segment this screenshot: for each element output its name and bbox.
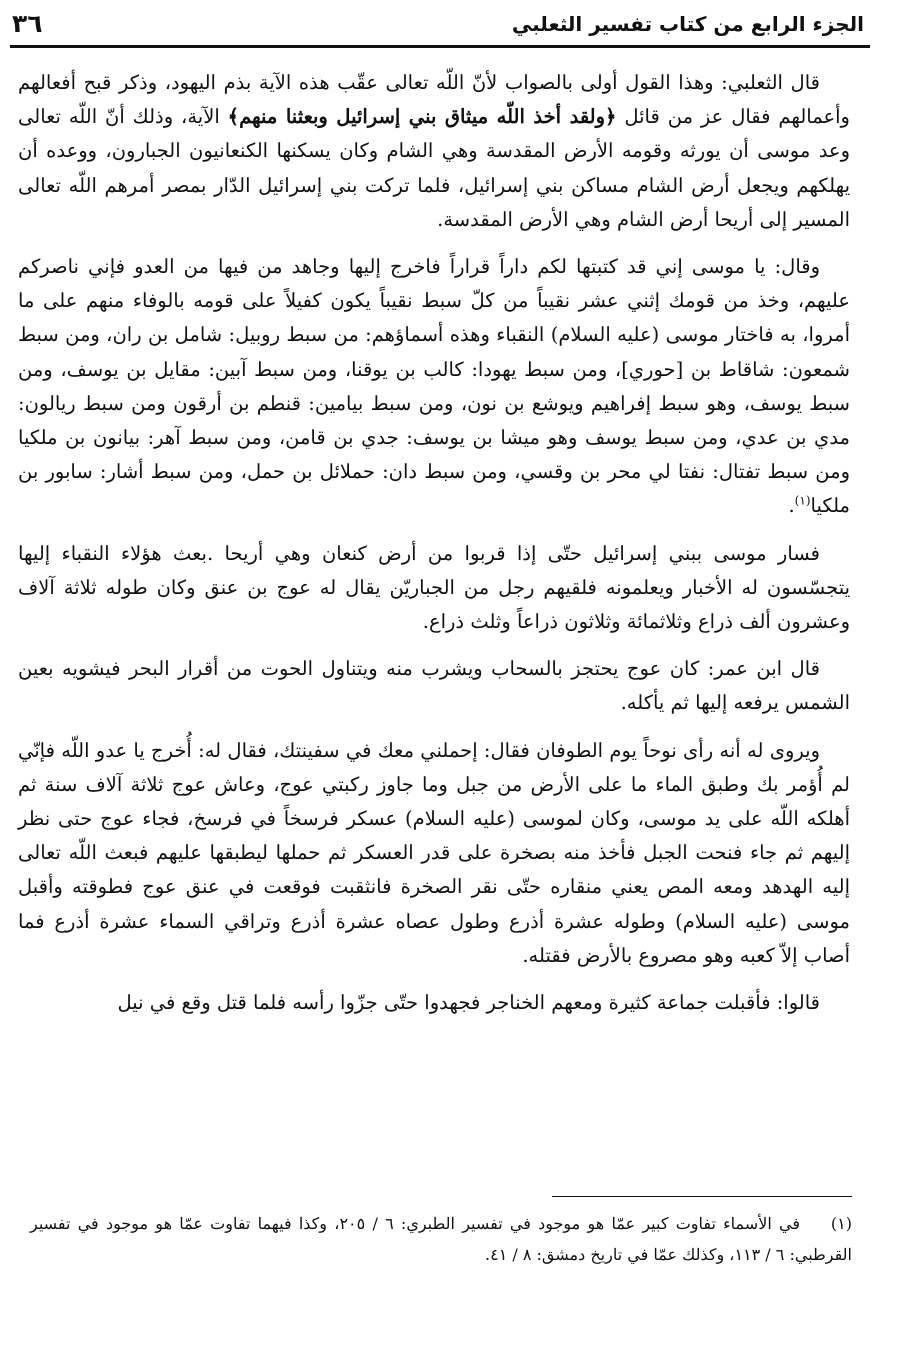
paragraph-2-text: وقال: يا موسى إني قد كتبتها لكم داراً قراراً فاخرج إليها وجاهد من فيها من العدو فإني ناصركم عليهم، وخذ من قومك إثني عشر نقيباً من كلّ سبط نقيباً يكون كفيلاً على قومه بالوفاء منهم على ما أمروا، به فاختار موسى (عليه السلام) النقباء وهذه أسماؤهم: من سبط روبيل: شامل بن ران، ومن سبط شمعون: شاقاط بن [حوري]، ومن سبط يهودا: كالب بن يوقنا، ومن سبط آبين: مقايل بن يوسف، ومن سبط يوسف، وهو سبط إفراهيم ويوشع بن نون، ومن سبط بيامين: قنطم بن أرقون ومن سبط ريالون: مدي بن عدي، ومن سبط يوسف وهو ميشا بن يوسف: جدي بن قامن، ومن سبط آهر: بيانون بن ملكيا ومن سبط تفتال: نفتا لي محر بن وقسي، ومن سبط دان: حملائل بن حمل، ومن سبط أشار: سابور بن ملكيا [18,255,850,518]
paragraph-2 [18,250,850,524]
footnote [30,1208,852,1270]
paragraph-1-text-after-verse: الآية، وذلك أنّ اللّه تعالى وعد موسى أن يورثه وقومه الأرض المقدسة وهي الشام وكان يسكنها الكنعانيون الجبارون، ووعده أن يهلكهم ويجعل أرض الشام مساكن بني إسرائيل، فلما تركت بني إسرائيل الدّار بمصر أمرهم اللّه تعالى المسير إلى أريحا أرض الشام وهي الأرض المقدسة. [18,105,850,231]
paragraph-1-text-before-verse: قال الثعلبي: وهذا القول أولى بالصواب لأنّ اللّه تعالى عقّب هذه الآية بذم اليهود، وذكر قبح أفعالهم وأعمالهم فقال عز من قائل [18,71,850,129]
paragraph-2-end: . [788,494,795,518]
header-rule [10,45,870,48]
footnote-separator [552,1196,852,1197]
paragraph-3: فسار موسى ببني إسرائيل حتّى إذا قربوا من أرض كنعان وهي أريحا .بعث هؤلاء النقباء إليها يتجسّسون له الأخبار ويعلمونه فلقيهم رجل من الجباريّن يقال له عوج بن عنق وكان طوله ثلاثة آلاف وعشرون ألف ذراع وثلاثمائة وثلاثون ذراعاً وثلث ذراع. [18,541,850,634]
footnote-marker: (١) [830,1214,852,1233]
footnote-text: في الأسماء تفاوت كبير عمّا هو موجود في تفسير الطبري: ٦ / ٢٠٥، وكذا فيهما تفاوت عمّا هو موجود في تفسير القرطبي: ٦ / ١١٣، وكذلك عمّا في تاريخ دمشق: ٨ / ٤١. [30,1214,852,1264]
paragraph-1 [18,66,850,237]
running-title: الجزء الرابع من كتاب تفسير الثعلبي [511,12,864,36]
paragraph-4: قال ابن عمر: كان عوج يحتجز بالسحاب ويشرب منه ويتناول الحوت من أقرار البحر فيشويه بعين الشمس يرفعه إليها ثم يأكله. [18,657,850,715]
page-header [12,4,864,40]
body-text [18,66,850,1033]
footnote-reference: (١) [794,493,811,508]
paragraph-6: قالوا: فأقبلت جماعة كثيرة ومعهم الخناجر فجهدوا حتّى جزّوا رأسه فلما قتل وقع في نيل [117,991,820,1015]
page-number: ٣٦ [12,9,43,38]
quran-verse: ﴿ولقد أخذ اللّه ميثاق بني إسرائيل وبعثنا منهم﴾ [227,105,617,129]
paragraph-5: ويروى له أنه رأى نوحاً يوم الطوفان فقال: إحملني معك في سفينتك، فقال له: أُخرج يا عدو اللّه فإنّي لم أُؤمر بك وطبق الماء ما على الأرض من جبل وما جاوز ركبتي عوج، وعاش عوج ثلاثة آلاف سنة ثم أهلكه اللّه على يد موسى، وكان لموسى (عليه السلام) عسكر فرسخاً في فرسخ، فجاء عوج حتى نظر إليهم ثم جاء فنحت الجبل فأخذ منه بصخرة على قدر العسكر ثم حملها ليطبقها عليهم فبعث اللّه تعالى إليه الهدهد ومعه المص يعني منقاره حتّى نقر الصخرة فانثقبت فوقعت في عنق عوج فطوقته وأقبل موسى (عليه السلام) وطوله عشرة أذرع وطول عصاه عشرة أذرع وتراقي السماء عشرة أذرع فما أصاب إلاّ كعبه وهو مصروع بالأرض فقتله. [18,738,850,967]
